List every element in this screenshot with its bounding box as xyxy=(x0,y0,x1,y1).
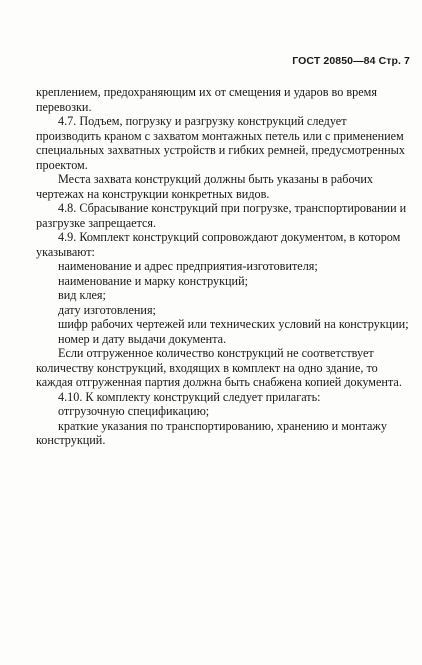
paragraph-continuation: креплением, предохраняющим их от смещения и ударов во время перевозки. xyxy=(36,85,377,114)
paragraph-4-8: 4.8. Сбрасывание конструкций при погрузке, транспортировании и разгрузке запрещается. xyxy=(36,201,407,230)
list-item-specification: отгрузочную спецификацию; xyxy=(58,404,210,418)
page-header: ГОСТ 20850—84 Стр. 7 xyxy=(292,55,410,67)
list-item-instructions: краткие указания по транспортированию, хранению и монтажу конструкций. xyxy=(36,418,387,447)
paragraph-partial-shipment: Если отгруженное количество конструкций не соответствует количеству конструкций, входящих в комплект на одно здание, то каждая отгруженная партия должна быть снабжена копией документа. xyxy=(36,346,402,389)
paragraph-4-9: 4.9. Комплект конструкций сопровождают документом, в котором указывают: xyxy=(36,230,401,259)
list-item-name-mark: наименование и марку конструкций; xyxy=(58,273,248,288)
list-item-document-number: номер и дату выдачи документа. xyxy=(58,331,227,346)
document-body xyxy=(36,85,410,448)
list-item-date: дату изготовления; xyxy=(58,302,156,317)
list-item-glue: вид клея; xyxy=(58,288,106,302)
paragraph-4-7: 4.7. Подъем, погрузку и разгрузку конструкций следует производить краном с захватом монтажных петель или с применением специальных захватных устройств и гибких ремней, предусмотренных проектом. xyxy=(36,114,405,172)
paragraph-grip-places: Места захвата конструкций должны быть указаны в рабочих чертежах на конструкции конкретных видов. xyxy=(36,172,373,201)
list-item-drawings: шифр рабочих чертежей или технических условий на конструкции; xyxy=(58,317,409,331)
list-item-manufacturer: наименование и адрес предприятия-изготовителя; xyxy=(58,259,318,273)
paragraph-4-10: 4.10. К комплекту конструкций следует прилагать: xyxy=(58,389,321,404)
